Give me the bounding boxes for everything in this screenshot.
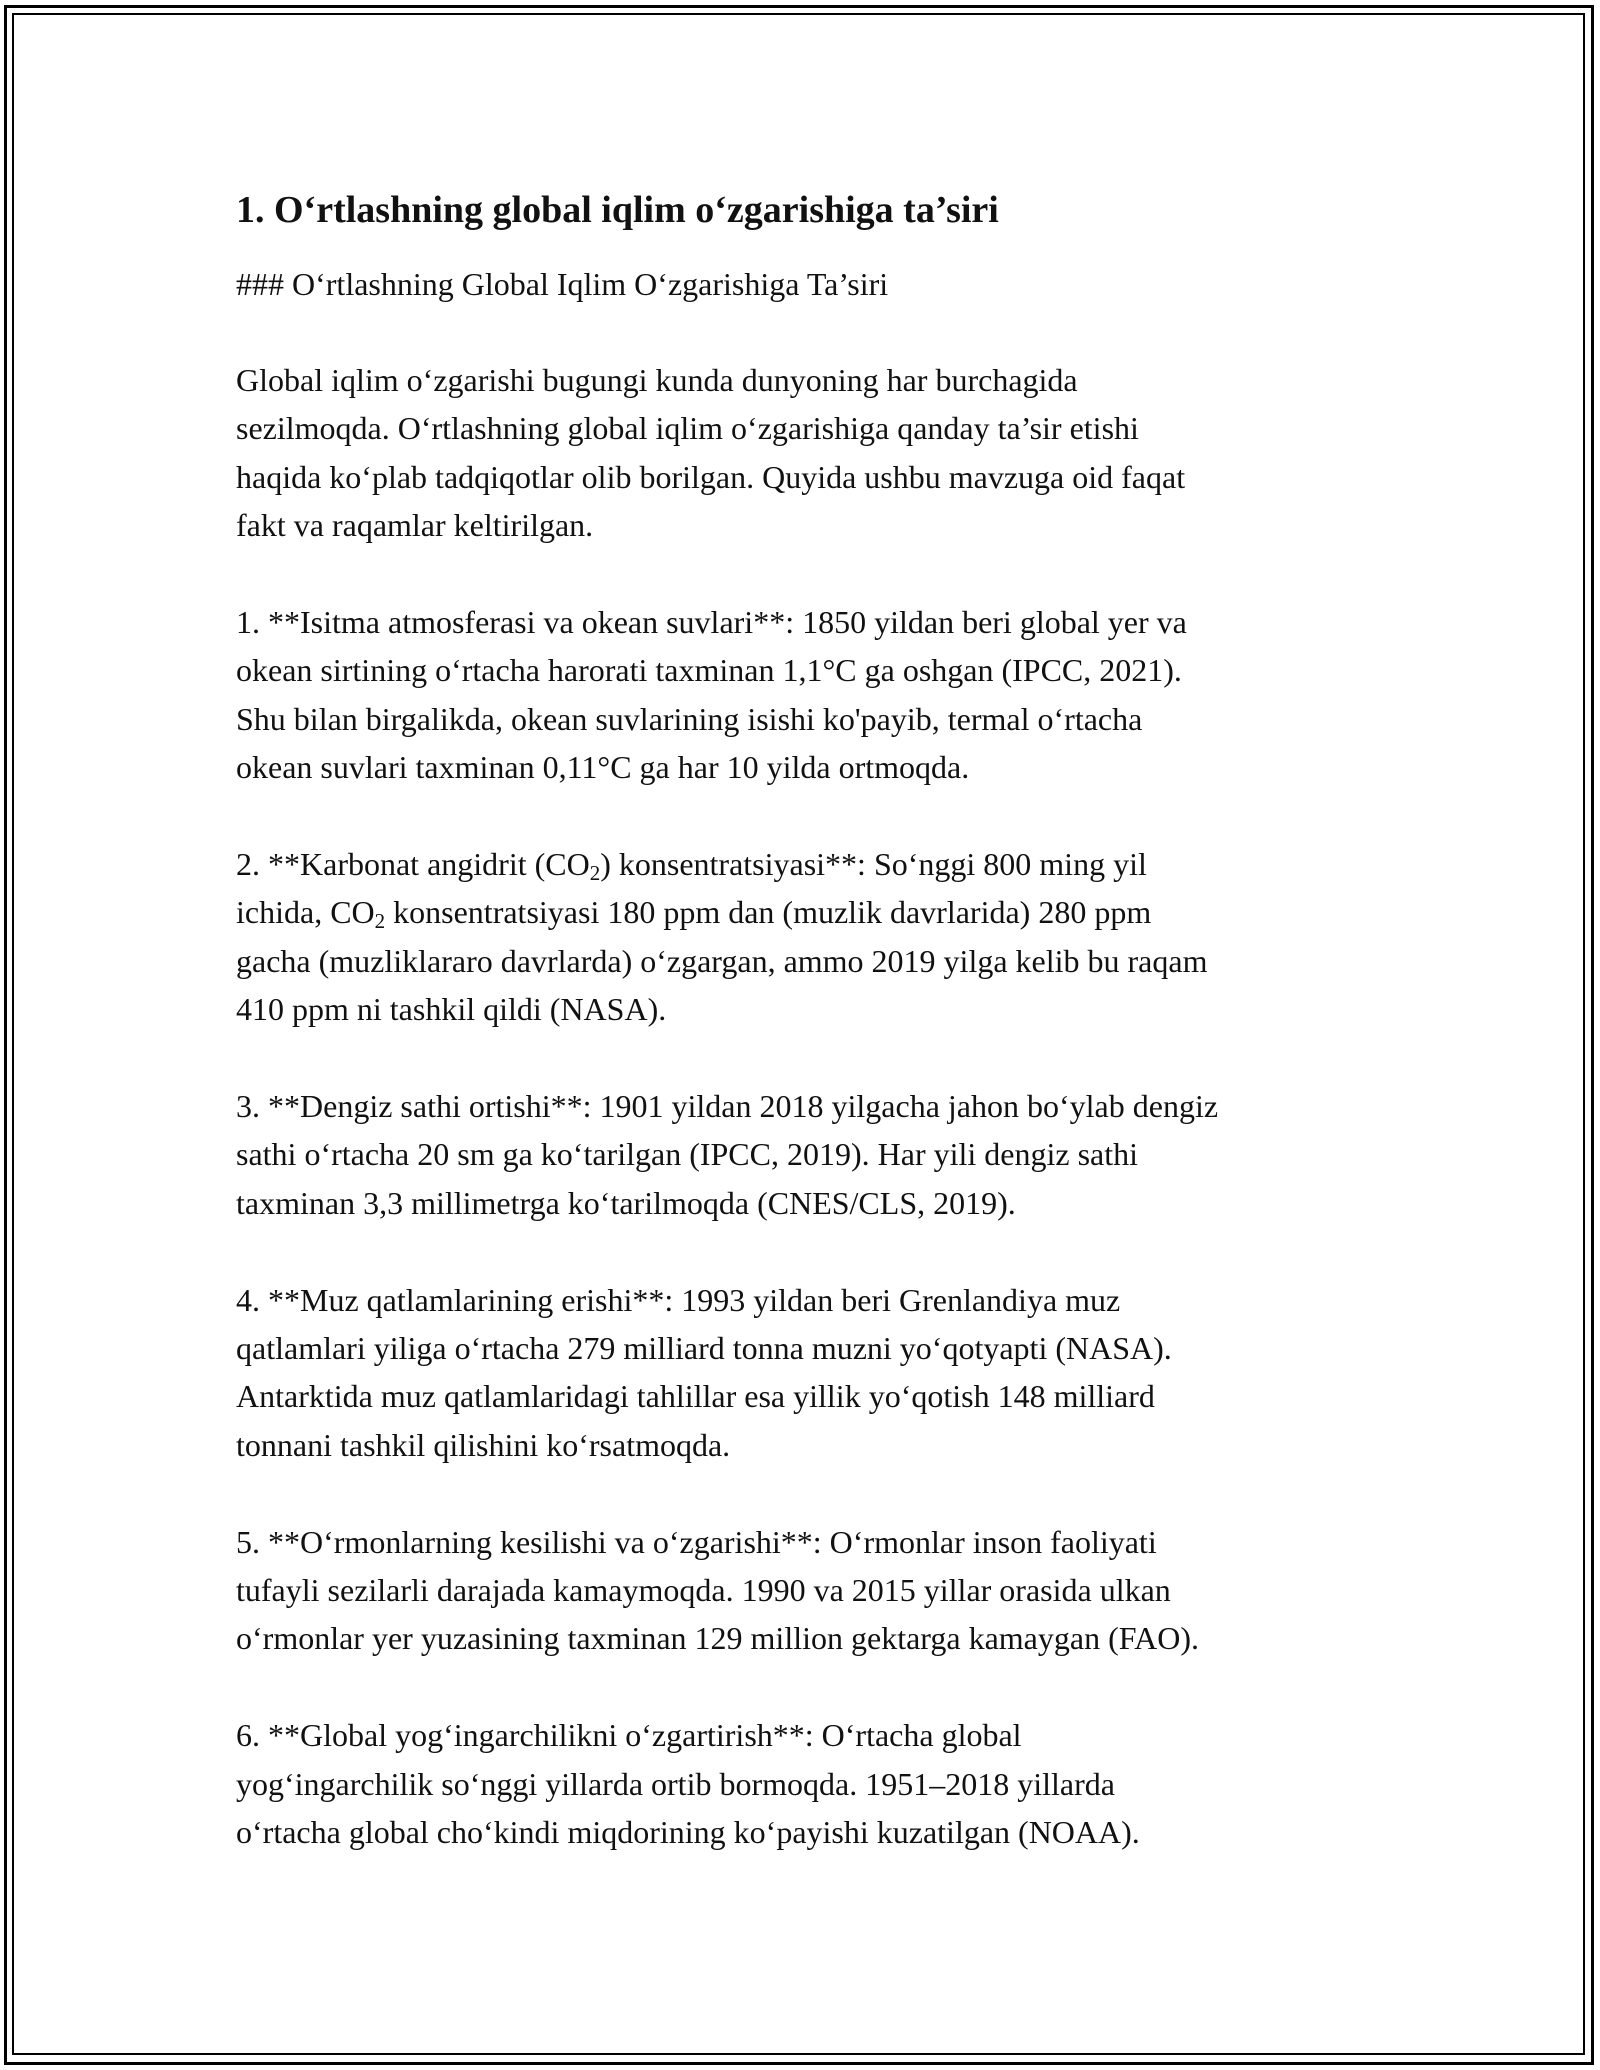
text-line: haqida ko‘plab tadqiqotlar olib borilgan. Quyida ushbu mavzuga oid faqat: [236, 458, 1186, 495]
document-body: [236, 186, 1376, 1905]
text-line: 5. **O‘rmonlarning kesilishi va o‘zgarishi**: O‘rmonlar inson faoliyati: [236, 1523, 1157, 1560]
text-line: 6. **Global yog‘ingarchilikni o‘zgartirish**: O‘rtacha global: [236, 1717, 1022, 1754]
list-item-warming: [236, 598, 1376, 792]
text-line: [236, 888, 1376, 936]
text-line: Shu bilan birgalikda, okean suvlarining isishi ko'payib, termal o‘rtacha: [236, 700, 1143, 737]
list-item-ice-melt: [236, 1276, 1376, 1470]
list-item-deforestation: [236, 1518, 1376, 1663]
text-line: 3. **Dengiz sathi ortishi**: 1901 yildan 2018 yilgacha jahon bo‘ylab dengiz: [236, 1088, 1219, 1125]
text-line: tonnani tashkil qilishini ko‘rsatmoqda.: [236, 1426, 731, 1463]
text-segment: 2. **Karbonat angidrit (CO: [236, 846, 590, 883]
text-line: o‘rtacha global cho‘kindi miqdorining ko‘payishi kuzatilgan (NOAA).: [236, 1814, 1140, 1851]
text-line: fakt va raqamlar keltirilgan.: [236, 507, 594, 544]
list-item-co2: [236, 840, 1376, 1034]
text-line: okean suvlari taxminan 0,11°C ga har 10 yilda ortmoqda.: [236, 749, 970, 786]
text-line: yog‘ingarchilik so‘nggi yillarda ortib bormoqda. 1951–2018 yillarda: [236, 1765, 1115, 1802]
text-line: [236, 840, 1376, 888]
text-line: 4. **Muz qatlamlarining erishi**: 1993 yildan beri Grenlandiya muz: [236, 1281, 1121, 1318]
markdown-subheading: ### O‘rtlashning Global Iqlim O‘zgarishiga Ta’siri: [236, 266, 889, 302]
text-line: sathi o‘rtacha 20 sm ga ko‘tarilgan (IPCC, 2019). Har yili dengiz sathi: [236, 1136, 1139, 1173]
text-line: gacha (muzliklararo davrlarda) o‘zgargan, ammo 2019 yilga kelib bu raqam: [236, 942, 1208, 979]
text-line: 1. **Isitma atmosferasi va okean suvlari**: 1850 yildan beri global yer va: [236, 604, 1187, 641]
list-item-precipitation: [236, 1711, 1376, 1856]
text-segment: ichida, CO: [236, 894, 375, 931]
text-line: Antarktida muz qatlamlaridagi tahlillar esa yillik yo‘qotish 148 milliard: [236, 1378, 1155, 1415]
text-line: 410 ppm ni tashkil qildi (NASA).: [236, 991, 667, 1028]
subscript: 2: [589, 861, 601, 886]
text-line: tufayli sezilarli darajada kamaymoqda. 1990 va 2015 yillar orasida ulkan: [236, 1572, 1171, 1609]
intro-paragraph: [236, 356, 1376, 550]
subscript: 2: [374, 909, 386, 934]
text-line: taxminan 3,3 millimetrga ko‘tarilmoqda (CNES/CLS, 2019).: [236, 1184, 1016, 1221]
list-item-sea-level: [236, 1082, 1376, 1227]
document-title: 1. O‘rtlashning global iqlim o‘zgarishiga ta’siri: [236, 189, 999, 231]
text-line: qatlamlari yiliga o‘rtacha 279 milliard tonna muzni yo‘qotyapti (NASA).: [236, 1330, 1172, 1367]
text-segment: konsentratsiyasi 180 ppm dan (muzlik davrlarida) 280 ppm: [385, 894, 1152, 931]
text-segment: ) konsentratsiyasi**: So‘nggi 800 ming yil: [600, 846, 1147, 883]
text-line: Global iqlim o‘zgarishi bugungi kunda dunyoning har burchagida: [236, 362, 1078, 398]
text-line: o‘rmonlar yer yuzasining taxminan 129 million gektarga kamaygan (FAO).: [236, 1620, 1200, 1657]
text-line: okean sirtining o‘rtacha harorati taxminan 1,1°C ga oshgan (IPCC, 2021).: [236, 652, 1182, 689]
text-line: sezilmoqda. O‘rtlashning global iqlim o‘zgarishiga qanday ta’sir etishi: [236, 410, 1139, 447]
